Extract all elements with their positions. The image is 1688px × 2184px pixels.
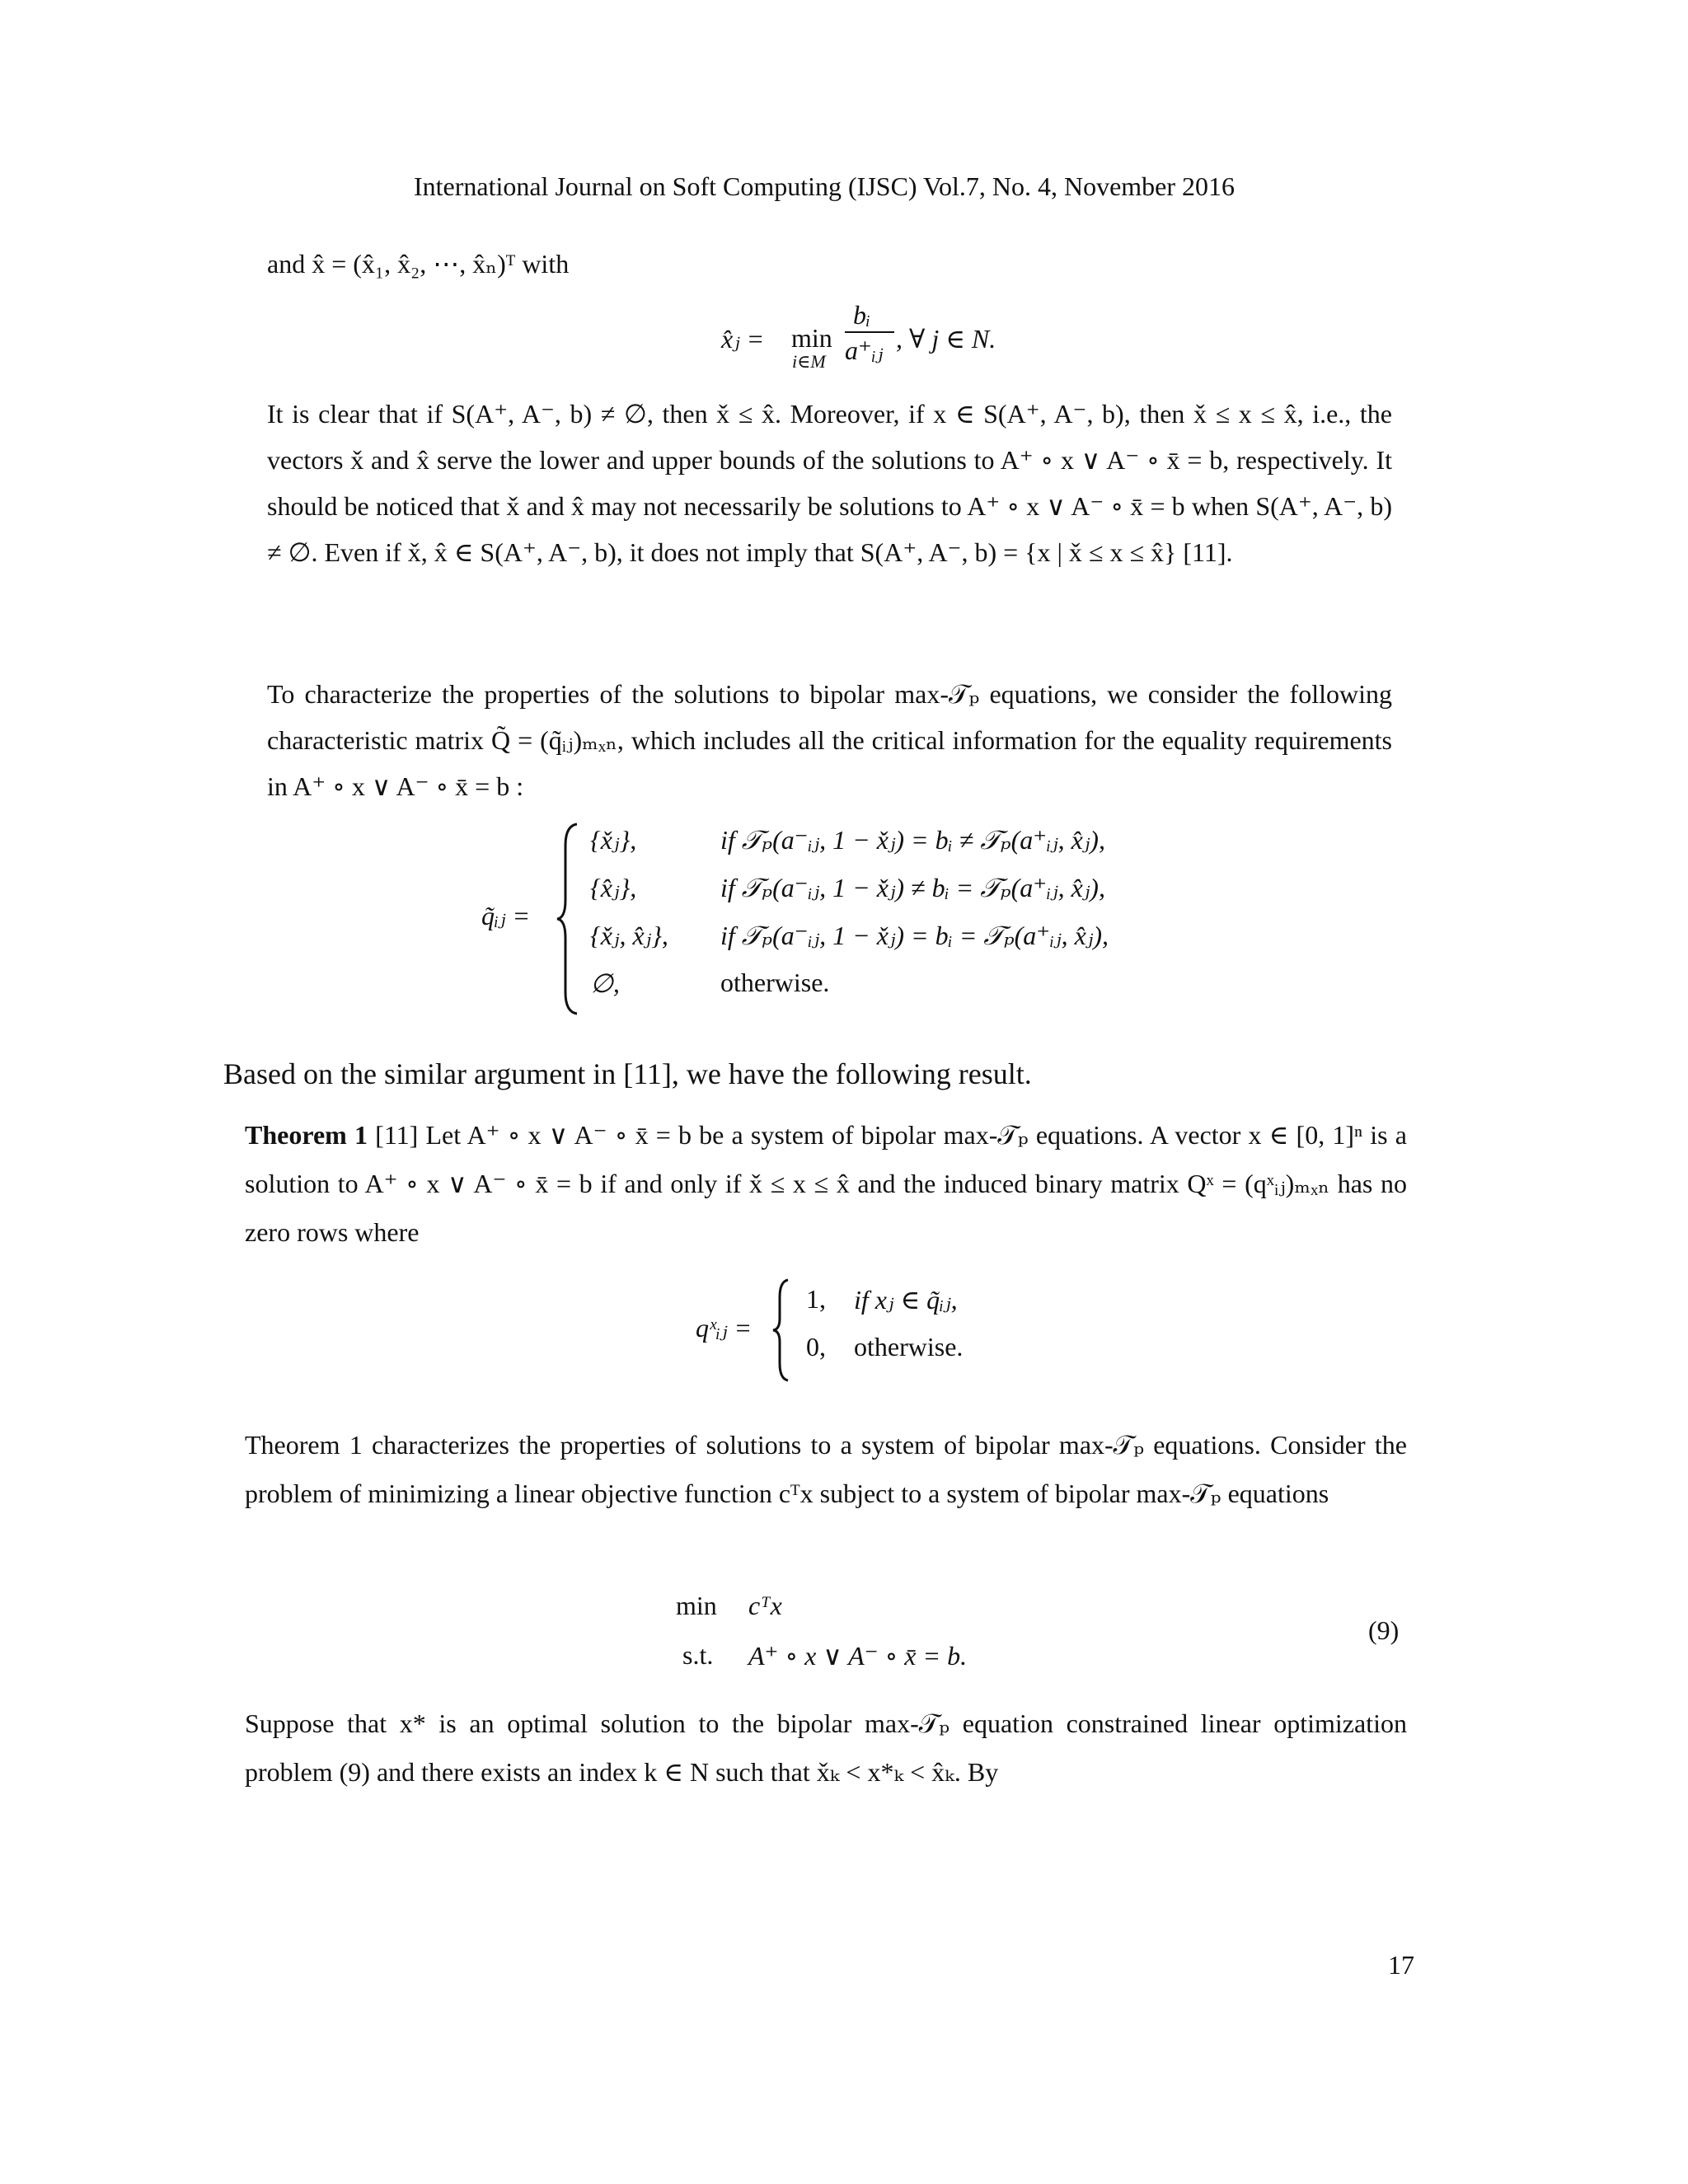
left-brace-icon: [771, 1277, 791, 1383]
case-value: {x̌ⱼ},: [590, 825, 637, 855]
journal-header: International Journal on Soft Computing (IJSC) Vol.7, No. 4, November 2016: [413, 171, 1236, 201]
case-value: {x̌ⱼ, x̂ⱼ},: [590, 921, 668, 950]
equation-qx: [696, 1277, 1025, 1385]
equation-9-st-expr: A⁺ ∘ x ∨ A⁻ ∘ x̄ = b.: [748, 1641, 968, 1671]
equation-xhat-denominator: a⁺ᵢⱼ: [845, 335, 884, 365]
case-value: 0,: [806, 1332, 826, 1361]
equation-9-min-label: min: [676, 1591, 717, 1620]
equation-9-st-label: s.t.: [682, 1640, 714, 1670]
equation-xhat: [721, 298, 1051, 381]
equation-xhat-lhs: x̂ⱼ =: [721, 324, 765, 354]
case-condition: if 𝒯ₚ(a⁻ᵢⱼ, 1 − x̌ⱼ) = bᵢ = 𝒯ₚ(a⁺ᵢⱼ, x̂ⱼ),: [720, 921, 1109, 950]
theorem-1: [245, 1111, 1407, 1257]
theorem-label: Theorem 1: [245, 1120, 368, 1150]
theorem-text: [11] Let A⁺ ∘ x ∨ A⁻ ∘ x̄ = b be a system of bipolar max-𝒯ₚ equations. A vector x ∈ [0, 1]ⁿ is a solution to A⁺ ∘ x ∨ A⁻ ∘ x̄ = b if and only if x̌ ≤ x ≤ x̂ and the induced binary matrix Qˣ = (qˣᵢⱼ)ₘₓₙ has no zero rows where: [245, 1120, 1407, 1247]
case-condition: if 𝒯ₚ(a⁻ᵢⱼ, 1 − x̌ⱼ) = bᵢ ≠ 𝒯ₚ(a⁺ᵢⱼ, x̂ⱼ),: [720, 825, 1105, 855]
equation-qtilde: [481, 821, 1223, 1019]
equation-xhat-min-subscript: i∈M: [792, 351, 826, 372]
equation-qtilde-lhs: q̃ᵢⱼ =: [481, 901, 531, 930]
case-condition: if 𝒯ₚ(a⁻ᵢⱼ, 1 − x̌ⱼ) ≠ bᵢ = 𝒯ₚ(a⁺ᵢⱼ, x̂ⱼ),: [720, 873, 1105, 902]
equation-xhat-min: min: [791, 323, 832, 353]
left-brace-icon: [556, 821, 580, 1017]
case-value: ∅,: [590, 968, 620, 998]
equation-xhat-rest: , ∀ j ∈ N.: [896, 324, 996, 354]
paragraph-based-on: Based on the similar argument in [11], we have the following result.: [223, 1057, 1032, 1090]
case-condition: if xⱼ ∈ q̃ᵢⱼ,: [854, 1285, 958, 1315]
equation-number: (9): [1368, 1615, 1400, 1645]
intro-line: and x̂ = (x̂₁, x̂₂, ⋯, x̂ₙ)ᵀ with: [267, 249, 570, 279]
equation-9-min-expr: cᵀx: [748, 1591, 782, 1620]
equation-9: [676, 1591, 1418, 1681]
case-condition: otherwise.: [720, 968, 830, 997]
case-value: 1,: [806, 1284, 826, 1314]
equation-qx-lhs: qˣᵢⱼ =: [696, 1313, 753, 1343]
paragraph-suppose: Suppose that x* is an optimal solution to the bipolar max-𝒯ₚ equation constrained linear optimization problem (9) and there exists an index k ∈ N such that x̌ₖ < x*ₖ < x̂ₖ. By: [245, 1708, 1407, 1787]
case-value: {x̂ⱼ},: [590, 873, 637, 902]
paragraph-theorem1-characterizes: Theorem 1 characterizes the properties of solutions to a system of bipolar max-𝒯ₚ equations. Consider the problem of minimizing a linear objective function cᵀx subject to a system of bipolar max-𝒯ₚ equations: [245, 1430, 1407, 1508]
paragraph-bounds: It is clear that if S(A⁺, A⁻, b) ≠ ∅, then x̌ ≤ x̂. Moreover, if x ∈ S(A⁺, A⁻, b), then x̌ ≤ x ≤ x̂, i.e., the vectors x̌ and x̂ serve the lower and upper bounds of the solutions to A⁺ ∘ x ∨ A⁻ ∘ x̄ = b, respectively. It should be noticed that x̌ and x̂ may not necessarily be solutions to A⁺ ∘ x ∨ A⁻ ∘ x̄ = b when S(A⁺, A⁻, b) ≠ ∅. Even if x̌, x̂ ∈ S(A⁺, A⁻, b), it does not imply that S(A⁺, A⁻, b) = {x | x̌ ≤ x ≤ x̂} [11].: [267, 399, 1393, 567]
case-condition: otherwise.: [854, 1332, 964, 1361]
equation-xhat-numerator: bᵢ: [853, 300, 871, 330]
fraction-bar: [845, 331, 894, 333]
paragraph-characterize: To characterize the properties of the solutions to bipolar max-𝒯ₚ equations, we consider the following characteristic matrix Q̃ = (q̃ᵢⱼ)ₘₓₙ, which includes all the critical information for the equality requirements in A⁺ ∘ x ∨ A⁻ ∘ x̄ = b :: [267, 679, 1392, 801]
page-number: 17: [1388, 1950, 1414, 1980]
